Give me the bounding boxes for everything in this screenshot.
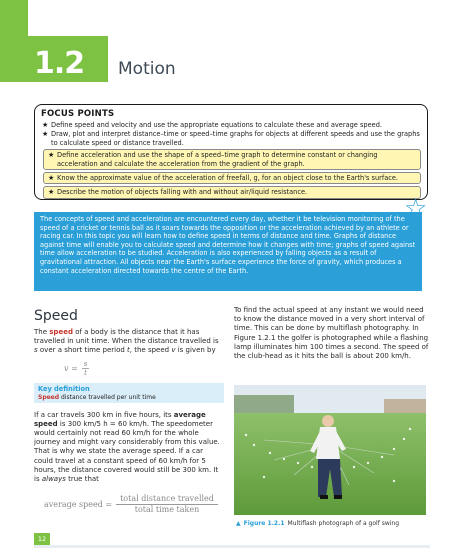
left-column — [34, 306, 224, 515]
speed-equation: v = $\frac{s}{t}$ — [64, 359, 88, 377]
star-icon: ★ — [48, 151, 55, 160]
key-definition-body: Speed distance travelled per unit time — [38, 393, 156, 401]
star-icon: ★ — [42, 130, 49, 139]
key-definition-title: Key definition — [38, 384, 90, 393]
footer-bar — [34, 545, 430, 548]
section-number: 1.2 — [34, 46, 85, 81]
speed-heading: Speed — [34, 308, 78, 324]
golf-swing-photo — [234, 385, 426, 515]
focus-points-title: FOCUS POINTS — [41, 109, 115, 119]
page-number: 12 — [34, 533, 50, 545]
focus-point: ★ Draw, plot and interpret distance–time or speed–time graphs for objects at different speeds and use the graphs to calculate speed or distance travelled. — [42, 130, 420, 147]
outline-star-icon: ☆ — [404, 194, 428, 224]
figure-label: Figure 1.2.1 — [243, 520, 285, 527]
speed-definition-paragraph: The speed of a body is the distance that it has travelled in unit time. When the distance travelled is s over a short time period t, the speed v is given by — [34, 328, 219, 355]
focus-points-box — [34, 104, 428, 200]
keyword-average-speed: average speed — [34, 410, 206, 428]
intro-panel — [34, 212, 422, 291]
section-title: Motion — [118, 59, 176, 79]
right-column — [234, 306, 430, 361]
corner-accent — [0, 0, 28, 36]
focus-point-highlighted: ★ Know the approximate value of the acceleration of freefall, g, for an object close to the Earth's surface. — [43, 172, 421, 184]
average-speed-paragraph: If a car travels 300 km in five hours, its average speed is 300 km/5 h = 60 km/h. The speedometer would certainly not read 60 km/h for the whole journey and might vary considerably from this value. That is why we state the average speed. If a car could travel at a constant speed of 60 km/h for 5 hours, the distance covered would still be 300 km. It is always true that — [34, 410, 220, 484]
figure-caption — [236, 520, 399, 527]
key-definition-box — [34, 383, 224, 403]
star-icon: ★ — [42, 121, 49, 129]
triangle-icon: ▲ — [236, 520, 241, 527]
star-icon: ★ — [48, 188, 55, 197]
focus-point-highlighted: ★ Define acceleration and use the shape of a speed–time graph to determine constant or changing acceleration and calculate the acceleration from the gradient of the graph. — [43, 149, 421, 170]
focus-point-highlighted: ★ Describe the motion of objects falling with and without air/liquid resistance. — [43, 186, 421, 198]
average-speed-equation: average speed = $\frac{\text{total distance travelled}}{\text{total time taken}}$ — [44, 494, 224, 515]
intro-text: The concepts of speed and acceleration are encountered every day, whether it be television monitoring of the speed of a cricket or tennis ball as it soars towards the opposition or the acceleration achieved by an athlete or racing car. In this topic you will learn how to define speed in terms of distance and time. Graphs of distance against time will enable you to calculate speed and determine how it changes with time; graphs of speed against time allow acceleration to be studied. Acceleration is also experienced by falling objects as a result of gravitational attraction. All objects near the Earth's surface experience the force of gravity, which produces a constant acceleration directed towards the centre of the Earth. — [40, 215, 416, 275]
star-icon: ★ — [48, 174, 55, 183]
multiflash-paragraph: To find the actual speed at any instant we would need to know the distance moved in a very short interval of time. This can be done by multiflash photography. In Figure 1.2.1 the golfer is photographed while a flashing lamp illuminates him 100 times a second. The speed of the club-head as it hits the ball is about 200 km/h. — [234, 306, 429, 361]
keyword-speed: speed — [49, 328, 73, 336]
figure-caption-text: Multiflash photograph of a golf swing — [287, 520, 400, 527]
focus-point: ★ Define speed and velocity and use the appropriate equations to calculate these and average speed. — [42, 121, 382, 129]
